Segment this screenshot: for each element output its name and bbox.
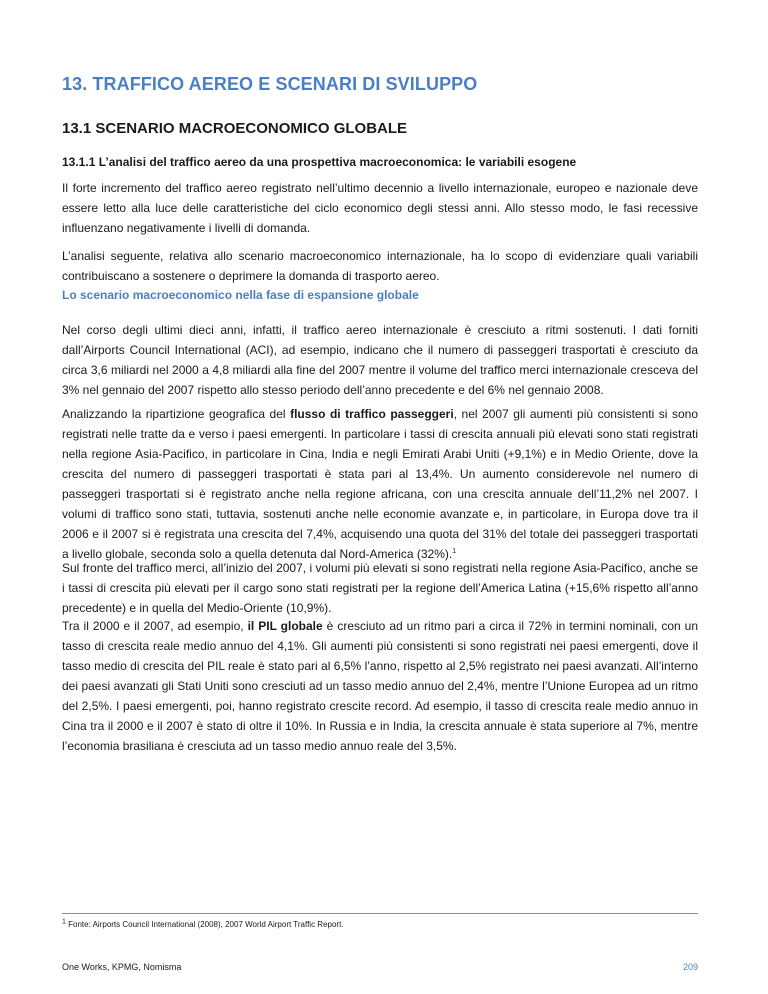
paragraph-passenger-flow bbox=[62, 404, 698, 564]
page-number: 209 bbox=[682, 962, 698, 972]
footnote bbox=[62, 920, 344, 929]
paragraph-text: Analizzando la ripartizione geografica del bbox=[62, 407, 291, 421]
paragraph-intro: Il forte incremento del traffico aereo registrato nell’ultimo decennio a livello internazionale, europeo e nazionale deve essere letto alla luce delle caratteristiche del ciclo economico degli stessi anni. Allo stesso modo, le fasi recessive influenzano negativamente i livelli di domanda. bbox=[62, 181, 698, 235]
paragraph-global-gdp bbox=[62, 616, 698, 756]
paragraph-text: Tra il 2000 e il 2007, ad esempio, bbox=[62, 619, 248, 633]
paragraph-text: è cresciuto ad un ritmo pari a circa il 72% in termini nominali, con un tasso di crescita reale medio annuo del 4,1%. Gli aumenti più consistenti si sono registrati nei paesi emergenti, dove il tasso medio di crescita del PIL reale è stato pari al 6,5% l’anno, rispetto al 2,5% registrato nei paesi avanzati. All’interno dei paesi avanzati gli Stati Uniti sono cresciuti ad un tasso medio annuo del 2,4%, mentre l’Unione Europea ad un ritmo del 2,5%. I paesi emergenti, poi, hanno registrato crescite record. Ad esempio, il tasso di crescita reale medio annuo in Cina tra il 2000 e il 2007 è stato di oltre il 10%. In Russia e in India, la crescita annuale è stata superiore al 7%, mentre l’economia brasiliana è cresciuta ad un tasso medio annuo reale del 3,5%. bbox=[62, 619, 699, 753]
footnote-reference[interactable]: 1 bbox=[452, 548, 457, 555]
footnote-marker: 1 bbox=[62, 918, 66, 926]
bold-term-passenger-flow: flusso di traffico passeggeri bbox=[290, 407, 454, 421]
bold-term-global-gdp: il PIL globale bbox=[247, 619, 323, 633]
subsection-title: 13.1.1 L’analisi del traffico aereo da una prospettiva macroeconomica: le variabili esogene bbox=[62, 155, 577, 169]
paragraph-cargo-traffic: Sul fronte del traffico merci, all’inizio del 2007, i volumi più elevati si sono registrati nella regione Asia-Pacifico, anche se i tassi di crescita più elevati per il cargo sono stati registrati per la regione dell’America Latina (+15,6% rispetto all’anno precedente) e in quella del Medio-Oriente (10,9%). bbox=[62, 561, 698, 615]
blue-subheading: Lo scenario macroeconomico nella fase di espansione globale bbox=[62, 288, 419, 302]
footnote-text: Fonte: Airports Council International (2008), 2007 World Airport Traffic Report. bbox=[65, 920, 344, 929]
paragraph-text: , nel 2007 gli aumenti più consistenti si sono registrati nelle tratte da e verso i paesi emergenti. In particolare i tassi di crescita annuali più elevati sono stati registrati nella regione Asia-Pacifico, in particolare in Cina, India e negli Emirati Arabi Uniti (+9,1%) e in Medio Oriente, dove la crescita del numero di passeggeri trasportati è stata pari al 13,4%. Un aumento considerevole nel numero di passeggeri trasportati si è registrato anche nella regione africana, con una crescita annuale dell’11,2% nel 2007. I volumi di traffico sono stati, tuttavia, sostenuti anche nelle economie avanzate e, in particolare, in Europa dove tra il 2006 e il 2007 si è registrata una crescita del 7,4%, acquisendo una quota del 31% del totale dei passeggeri trasportati a livello globale, seconda solo a quella detenuta dal Nord-America (32%). bbox=[62, 407, 698, 561]
footer-authors: One Works, KPMG, Nomisma bbox=[62, 962, 182, 972]
section-title: 13.1 SCENARIO MACROECONOMICO GLOBALE bbox=[62, 120, 408, 137]
chapter-title: 13. TRAFFICO AEREO E SCENARI DI SVILUPPO bbox=[62, 74, 478, 94]
footnote-divider bbox=[62, 913, 698, 914]
paragraph-traffic-growth: Nel corso degli ultimi dieci anni, infatti, il traffico aereo internazionale è cresciuto a ritmi sostenuti. I dati forniti dall’Airports Council International (ACI), ad esempio, indicano che il numero di passeggeri trasportati è cresciuto da circa 3,6 miliardi nel 2000 a 4,8 miliardi alla fine del 2007 mentre il volume del traffico merci internazionale cresceva del 3% nel gennaio del 2007 rispetto allo stesso periodo dell’anno precedente e del 6% nel gennaio 2008. bbox=[62, 323, 698, 397]
paragraph-analysis-scope: L’analisi seguente, relativa allo scenario macroeconomico internazionale, ha lo scopo di evidenziare quali variabili contribuiscano a sostenere o deprimere la domanda di trasporto aereo. bbox=[62, 249, 698, 283]
